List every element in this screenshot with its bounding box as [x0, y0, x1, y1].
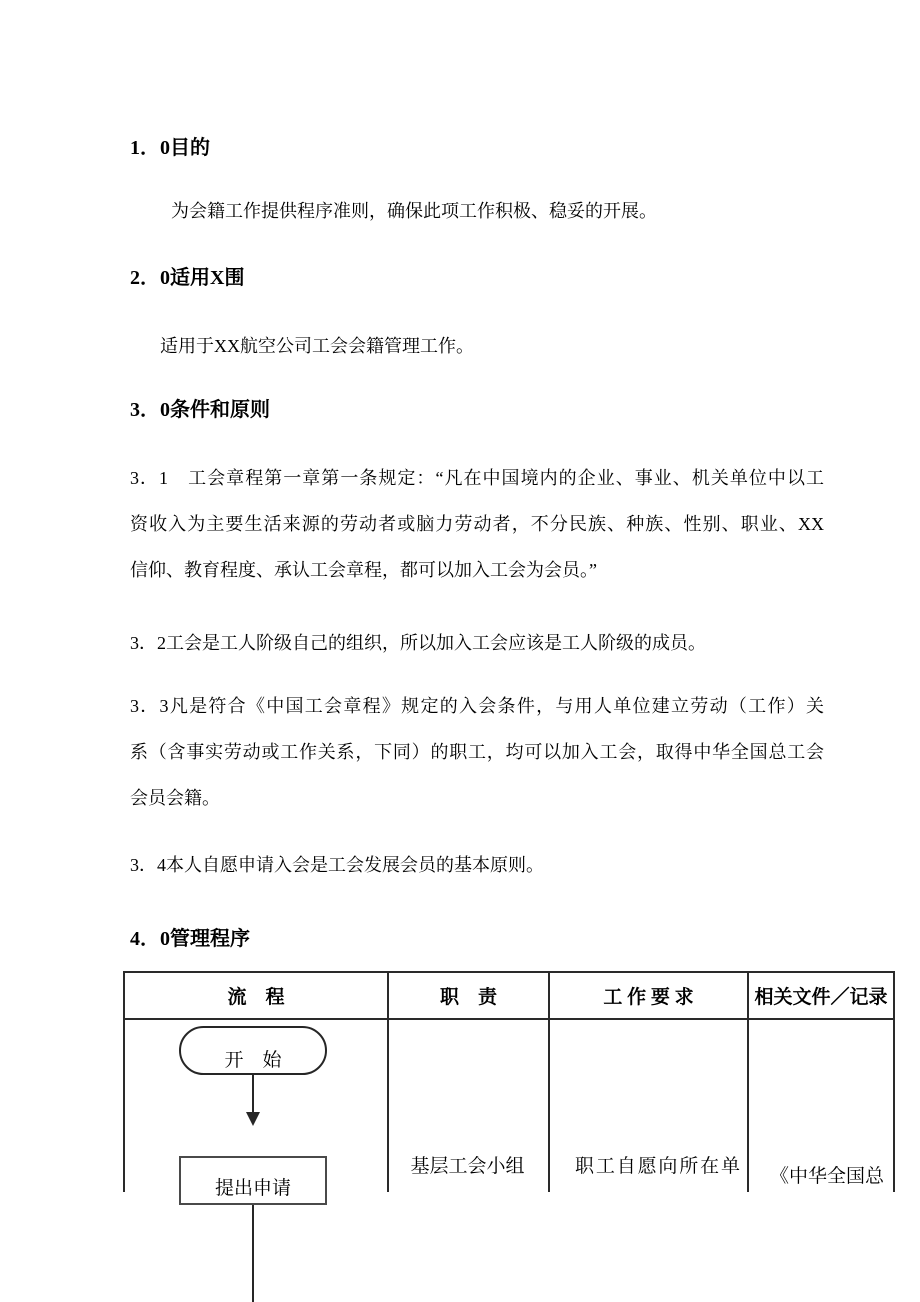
- paragraph-3-3-line-3: 会员会籍。: [130, 788, 220, 808]
- heading-purpose: 1．0目的: [130, 137, 210, 159]
- paragraph-3-3-line-2: 系（含事实劳动或工作关系，下同）的职工，均可以加入工会，取得中华全国总工会: [130, 742, 824, 762]
- paragraph-3-1-line-1: 3．1 工会章程第一章第一条规定：“凡在中国境内的企业、事业、机关单位中以工: [130, 468, 824, 488]
- work-requirement-text: 职工自愿向所在单: [575, 1156, 740, 1177]
- flow-apply-label: 提出申请: [214, 1178, 291, 1199]
- paragraph-3-2: 3．2工会是工人阶级自己的组织，所以加入工会应该是工人阶级的成员。: [130, 633, 706, 653]
- paragraph-3-3: [130, 683, 824, 821]
- header-work-requirement: 工 作 要 求: [550, 973, 749, 1018]
- heading-scope: 2．0适用X围: [130, 267, 245, 289]
- related-document-text: 《中华全国总: [770, 1166, 885, 1187]
- flow-arrow-line: [252, 1075, 254, 1113]
- flow-start-label: 开 始: [224, 1050, 282, 1071]
- heading-procedure: 4．0管理程序: [130, 928, 250, 950]
- responsibility-text: 基层工会小组: [410, 1156, 525, 1177]
- paragraph-3-1-line-3: 信仰、教育程度、承认工会章程，都可以加入工会为会员。”: [130, 560, 597, 580]
- paragraph-purpose: 为会籍工作提供程序准则，确保此项工作积极、稳妥的开展。: [171, 201, 657, 221]
- flow-arrowhead-icon: [246, 1112, 260, 1126]
- paragraph-3-1: [130, 455, 824, 593]
- paragraph-3-1-line-2: 资收入为主要生活来源的劳动者或脑力劳动者，不分民族、种族、性别、职业、XX: [130, 514, 824, 534]
- flow-connector-line: [252, 1205, 254, 1302]
- paragraph-3-3-line-1: 3．3凡是符合《中国工会章程》规定的入会条件，与用人单位建立劳动（工作）关: [130, 696, 824, 716]
- flow-apply-node: [179, 1156, 327, 1205]
- flow-start-node: [179, 1026, 327, 1075]
- header-responsibility: 职 责: [389, 973, 550, 1018]
- header-related-documents: 相关文件／记录: [754, 987, 888, 1008]
- paragraph-scope: 适用于XX航空公司工会会籍管理工作。: [160, 336, 474, 356]
- procedure-table-header-row: [125, 973, 893, 1020]
- header-flow: 流 程: [125, 973, 389, 1018]
- heading-conditions: 3．0条件和原则: [130, 399, 270, 421]
- paragraph-3-4: 3．4本人自愿申请入会是工会发展会员的基本原则。: [130, 855, 544, 875]
